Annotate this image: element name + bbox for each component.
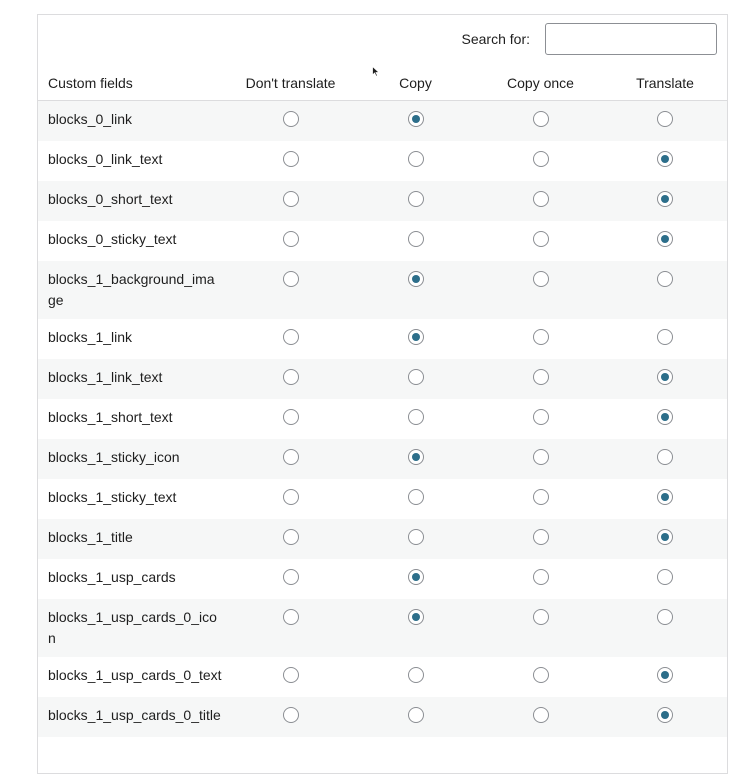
table-body <box>38 101 727 738</box>
radio-copy[interactable] <box>408 231 424 247</box>
option-cell <box>478 559 603 599</box>
table-row <box>38 697 727 737</box>
radio-translate[interactable] <box>657 667 673 683</box>
option-cell <box>228 599 353 657</box>
option-cell <box>478 657 603 697</box>
option-cell <box>478 479 603 519</box>
radio-copy[interactable] <box>408 529 424 545</box>
option-cell <box>228 359 353 399</box>
field-name: blocks_0_link_text <box>48 151 163 167</box>
option-cell <box>228 101 353 142</box>
option-cell <box>353 559 478 599</box>
field-name: blocks_0_link <box>48 111 133 127</box>
field-name: blocks_0_sticky_text <box>48 231 177 247</box>
option-cell <box>603 697 727 737</box>
radio-copy-once[interactable] <box>533 191 549 207</box>
option-cell <box>353 181 478 221</box>
radio-dont-translate[interactable] <box>283 569 299 585</box>
field-name: blocks_0_short_text <box>48 191 173 207</box>
radio-translate[interactable] <box>657 529 673 545</box>
option-cell <box>353 657 478 697</box>
radio-dont-translate[interactable] <box>283 271 299 287</box>
column-header-custom-fields: Custom fields <box>38 65 228 101</box>
radio-dont-translate[interactable] <box>283 329 299 345</box>
radio-copy-once[interactable] <box>533 271 549 287</box>
option-cell <box>478 181 603 221</box>
option-cell <box>228 657 353 697</box>
radio-translate[interactable] <box>657 609 673 625</box>
column-header-copy: Copy <box>353 65 478 101</box>
column-header-translate: Translate <box>603 65 727 101</box>
table-row <box>38 221 727 261</box>
table-header-row <box>38 65 727 101</box>
table-row <box>38 479 727 519</box>
table-row <box>38 181 727 221</box>
radio-dont-translate[interactable] <box>283 707 299 723</box>
field-name: blocks_1_sticky_text <box>48 489 177 505</box>
option-cell <box>353 519 478 559</box>
column-header-dont-translate: Don't translate <box>228 65 353 101</box>
radio-copy[interactable] <box>408 609 424 625</box>
option-cell <box>478 439 603 479</box>
option-cell <box>478 141 603 181</box>
radio-copy-once[interactable] <box>533 151 549 167</box>
option-cell <box>478 319 603 359</box>
radio-dont-translate[interactable] <box>283 409 299 425</box>
option-cell <box>603 439 727 479</box>
radio-copy[interactable] <box>408 271 424 287</box>
option-cell <box>603 181 727 221</box>
radio-copy-once[interactable] <box>533 369 549 385</box>
radio-dont-translate[interactable] <box>283 667 299 683</box>
radio-copy-once[interactable] <box>533 409 549 425</box>
table-row <box>38 399 727 439</box>
option-cell <box>228 439 353 479</box>
option-cell <box>603 399 727 439</box>
option-cell <box>603 359 727 399</box>
radio-dont-translate[interactable] <box>283 489 299 505</box>
radio-copy[interactable] <box>408 329 424 345</box>
radio-translate[interactable] <box>657 707 673 723</box>
field-name: blocks_1_usp_cards_0_text <box>48 667 222 683</box>
radio-copy[interactable] <box>408 151 424 167</box>
table-row <box>38 319 727 359</box>
option-cell <box>228 559 353 599</box>
field-name: blocks_1_short_text <box>48 409 173 425</box>
option-cell <box>353 697 478 737</box>
option-cell <box>353 599 478 657</box>
radio-dont-translate[interactable] <box>283 609 299 625</box>
option-cell <box>603 599 727 657</box>
option-cell <box>603 141 727 181</box>
table-row <box>38 599 727 657</box>
radio-copy-once[interactable] <box>533 111 549 127</box>
option-cell <box>228 399 353 439</box>
option-cell <box>478 519 603 559</box>
option-cell <box>603 319 727 359</box>
radio-translate[interactable] <box>657 489 673 505</box>
radio-copy-once[interactable] <box>533 449 549 465</box>
option-cell <box>228 221 353 261</box>
option-cell <box>603 519 727 559</box>
option-cell <box>228 697 353 737</box>
option-cell <box>603 101 727 142</box>
radio-translate[interactable] <box>657 329 673 345</box>
radio-copy[interactable] <box>408 409 424 425</box>
option-cell <box>353 221 478 261</box>
field-name: blocks_1_usp_cards_0_icon <box>48 609 217 646</box>
option-cell <box>228 479 353 519</box>
search-bar <box>462 23 717 55</box>
custom-fields-table <box>38 65 727 737</box>
radio-translate[interactable] <box>657 409 673 425</box>
radio-copy[interactable] <box>408 489 424 505</box>
option-cell <box>478 221 603 261</box>
radio-copy[interactable] <box>408 569 424 585</box>
radio-copy-once[interactable] <box>533 667 549 683</box>
radio-dont-translate[interactable] <box>283 369 299 385</box>
radio-translate[interactable] <box>657 151 673 167</box>
radio-translate[interactable] <box>657 271 673 287</box>
radio-dont-translate[interactable] <box>283 449 299 465</box>
option-cell <box>228 519 353 559</box>
option-cell <box>478 697 603 737</box>
radio-copy[interactable] <box>408 449 424 465</box>
radio-copy[interactable] <box>408 369 424 385</box>
option-cell <box>353 359 478 399</box>
column-header-copy-once: Copy once <box>478 65 603 101</box>
radio-translate[interactable] <box>657 111 673 127</box>
option-cell <box>603 559 727 599</box>
search-label: Search for: <box>461 31 530 47</box>
table-row <box>38 359 727 399</box>
option-cell <box>353 479 478 519</box>
table-row <box>38 519 727 559</box>
option-cell <box>603 479 727 519</box>
option-cell <box>228 141 353 181</box>
field-name: blocks_1_usp_cards_0_title <box>48 707 221 723</box>
field-name: blocks_1_sticky_icon <box>48 449 180 465</box>
table-row <box>38 657 727 697</box>
radio-translate[interactable] <box>657 369 673 385</box>
option-cell <box>478 261 603 319</box>
radio-dont-translate[interactable] <box>283 231 299 247</box>
option-cell <box>603 657 727 697</box>
radio-copy-once[interactable] <box>533 489 549 505</box>
option-cell <box>478 359 603 399</box>
option-cell <box>353 319 478 359</box>
radio-dont-translate[interactable] <box>283 529 299 545</box>
option-cell <box>353 261 478 319</box>
field-name: blocks_1_link_text <box>48 369 163 385</box>
radio-copy[interactable] <box>408 667 424 683</box>
search-input[interactable] <box>545 23 717 55</box>
radio-copy[interactable] <box>408 707 424 723</box>
radio-copy-once[interactable] <box>533 529 549 545</box>
option-cell <box>228 319 353 359</box>
radio-translate[interactable] <box>657 569 673 585</box>
radio-dont-translate[interactable] <box>283 151 299 167</box>
radio-copy-once[interactable] <box>533 609 549 625</box>
field-name: blocks_1_title <box>48 529 133 545</box>
table-row <box>38 261 727 319</box>
option-cell <box>478 101 603 142</box>
table-row <box>38 101 727 142</box>
radio-translate[interactable] <box>657 449 673 465</box>
radio-translate[interactable] <box>657 191 673 207</box>
radio-copy-once[interactable] <box>533 329 549 345</box>
radio-translate[interactable] <box>657 231 673 247</box>
custom-fields-panel <box>37 14 728 774</box>
option-cell <box>228 261 353 319</box>
option-cell <box>353 439 478 479</box>
option-cell <box>228 181 353 221</box>
table-row <box>38 439 727 479</box>
radio-dont-translate[interactable] <box>283 111 299 127</box>
option-cell <box>353 141 478 181</box>
radio-dont-translate[interactable] <box>283 191 299 207</box>
field-name: blocks_1_link <box>48 329 133 345</box>
radio-copy-once[interactable] <box>533 231 549 247</box>
option-cell <box>478 399 603 439</box>
radio-copy[interactable] <box>408 111 424 127</box>
table-row <box>38 559 727 599</box>
option-cell <box>603 261 727 319</box>
radio-copy-once[interactable] <box>533 707 549 723</box>
field-name: blocks_1_usp_cards <box>48 569 176 585</box>
field-name: blocks_1_background_image <box>48 271 215 308</box>
table-row <box>38 141 727 181</box>
option-cell <box>478 599 603 657</box>
option-cell <box>603 221 727 261</box>
option-cell <box>353 399 478 439</box>
option-cell <box>353 101 478 142</box>
radio-copy[interactable] <box>408 191 424 207</box>
radio-copy-once[interactable] <box>533 569 549 585</box>
